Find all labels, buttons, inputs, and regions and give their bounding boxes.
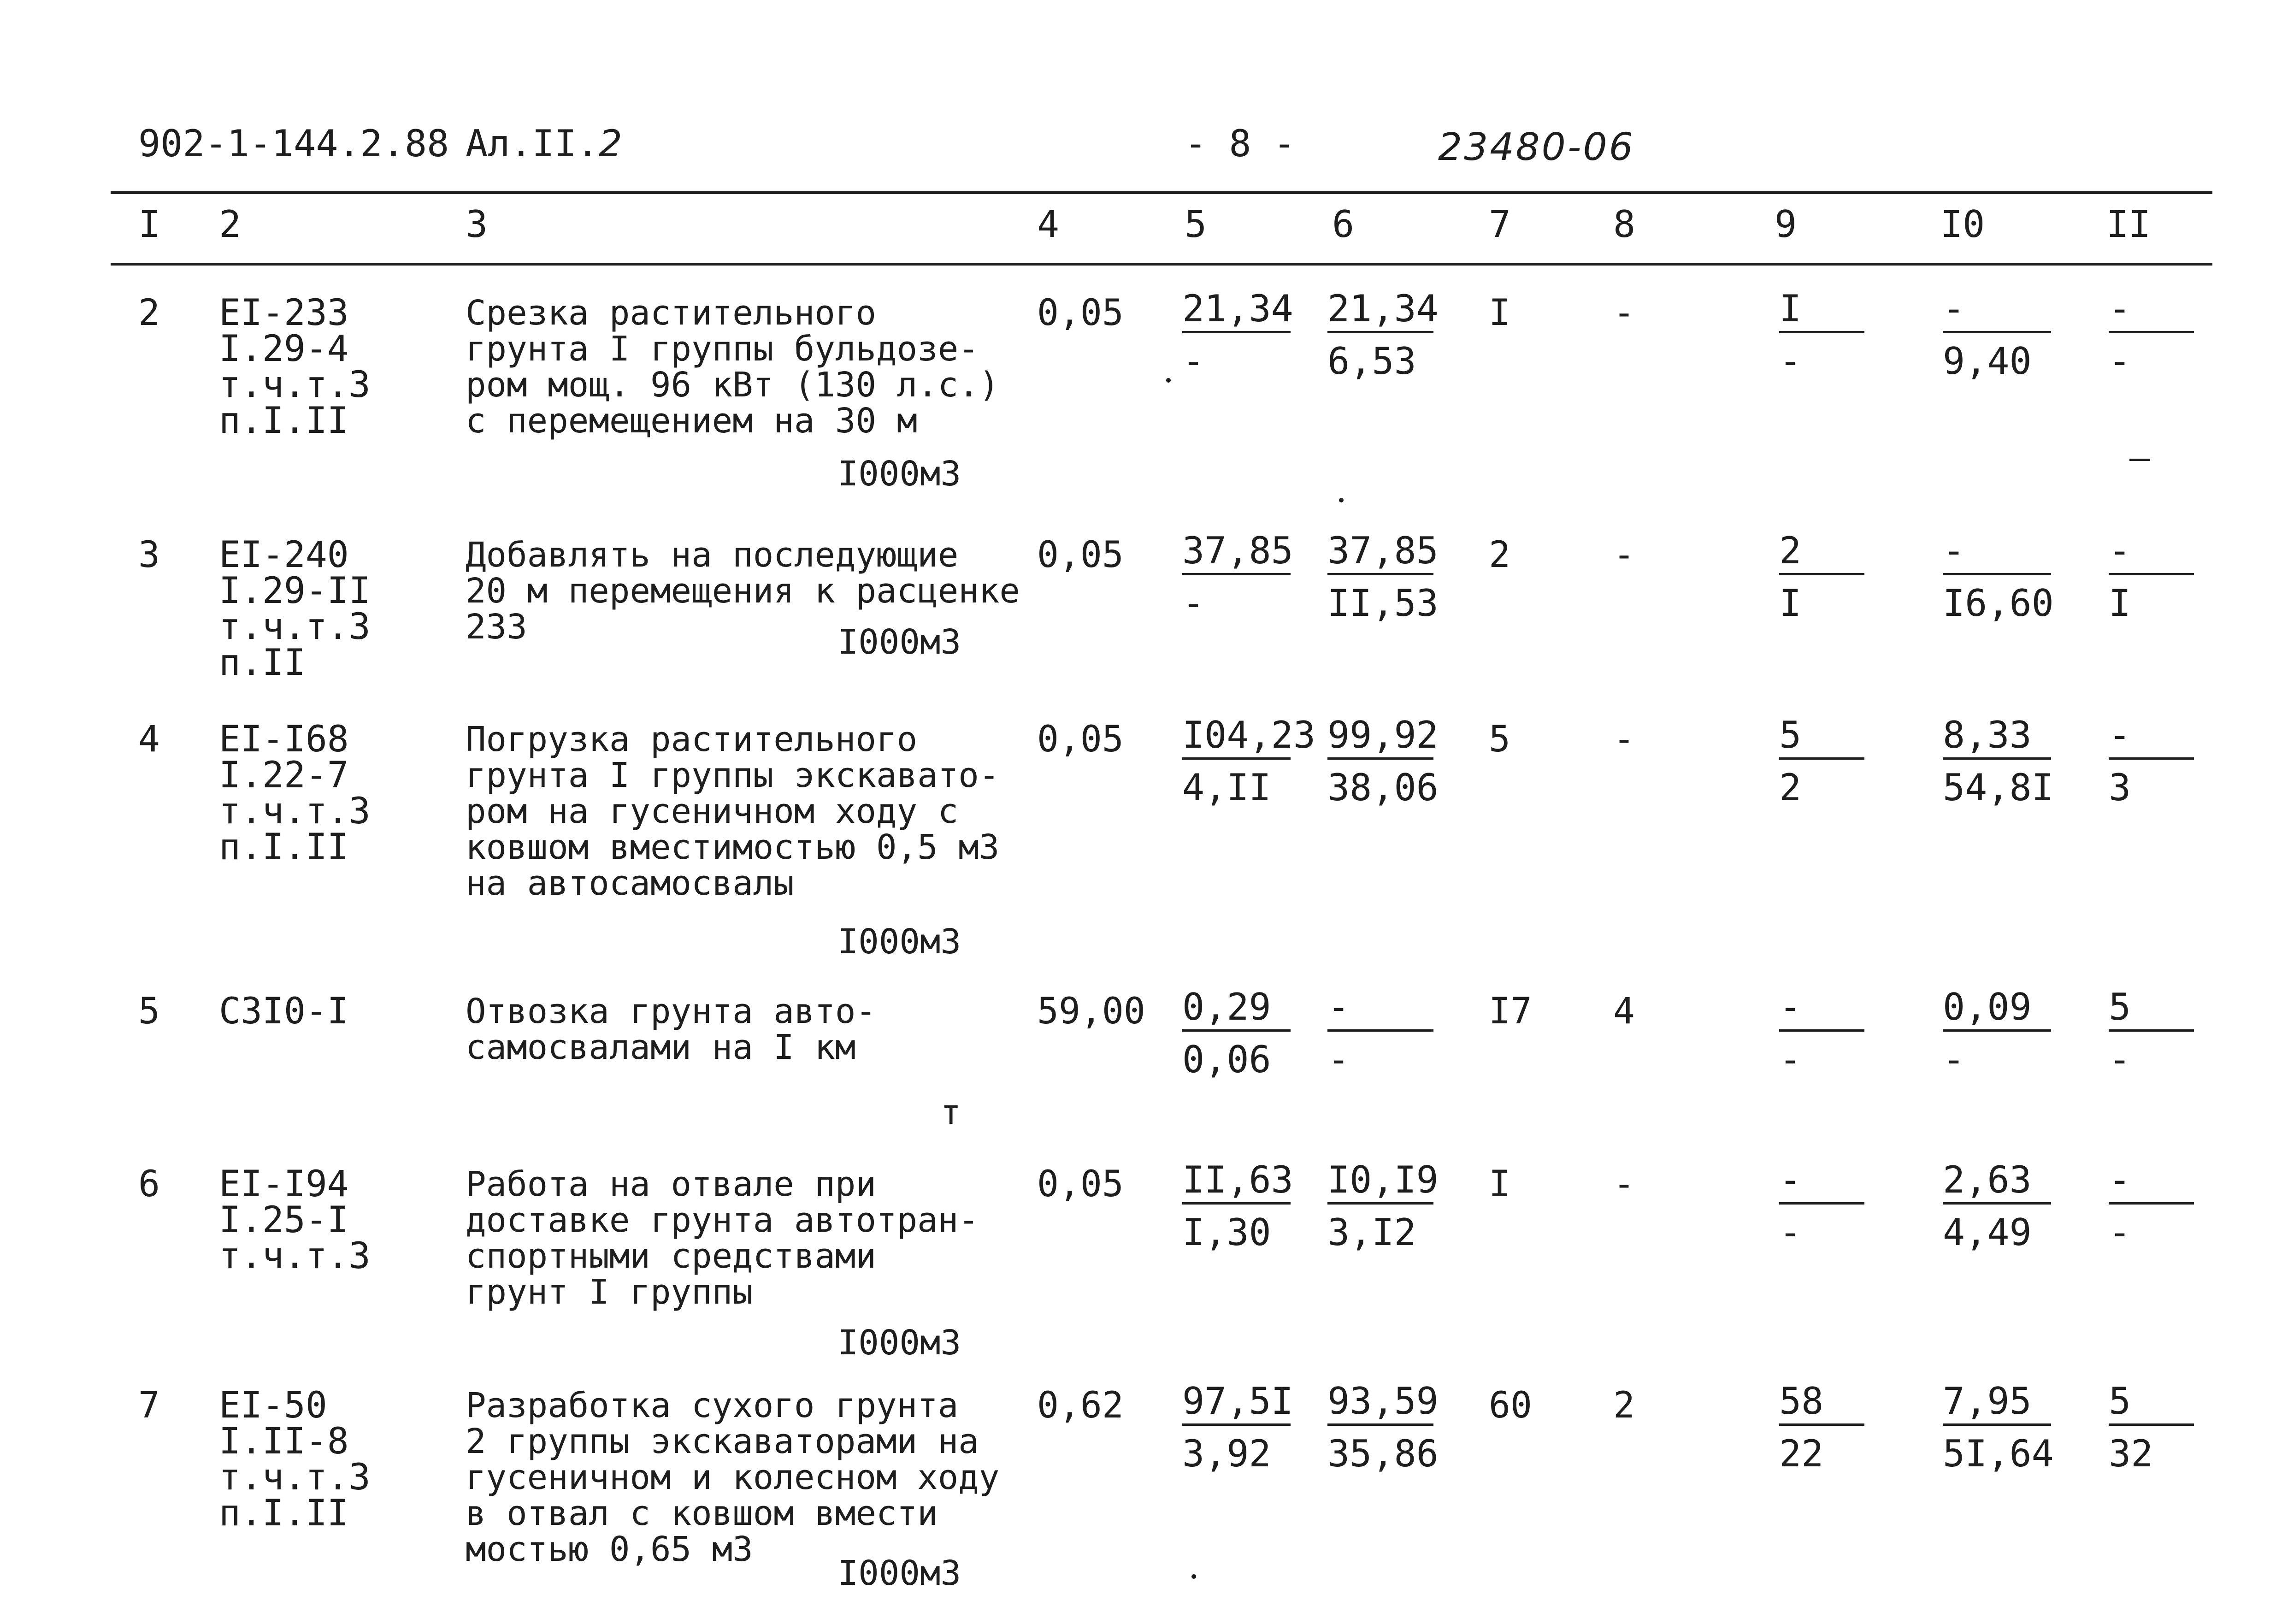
col10-numerator-text: 7,95 — [1943, 1380, 2032, 1423]
col8-value: - — [1613, 719, 1635, 760]
fraction-bar — [1327, 573, 1433, 575]
col9-fraction — [1779, 1380, 1824, 1477]
col9-denominator: 2 — [1779, 766, 1802, 809]
col11-numerator-text: - — [2109, 714, 2131, 756]
work-description-line: в отвал с ковшом вмести — [466, 1494, 938, 1533]
col9-denominator: - — [1779, 340, 1802, 383]
work-description — [466, 993, 876, 1065]
col6-fraction — [1327, 287, 1439, 384]
norm-code — [219, 292, 371, 442]
fraction-bar — [2109, 1423, 2194, 1426]
col6-numerator-text: - — [1327, 986, 1350, 1028]
fraction-bar — [1182, 573, 1291, 575]
fraction-bar — [1943, 1423, 2051, 1426]
col6-denominator: II,53 — [1327, 582, 1439, 625]
table-top-rule — [111, 191, 2212, 194]
fraction-bar — [1779, 757, 1864, 760]
col5-denominator: I,30 — [1182, 1211, 1271, 1254]
col5-fraction — [1182, 1158, 1293, 1256]
col11-numerator — [2109, 529, 2131, 579]
measure-unit: I000м3 — [837, 1553, 961, 1593]
col6-fraction — [1327, 986, 1350, 1083]
col5-fraction — [1182, 529, 1293, 626]
work-description-line: Отвозка грунта авто- — [466, 992, 877, 1031]
fraction-bar — [2109, 757, 2194, 760]
norm-code-line: п.II — [219, 642, 306, 684]
quantity: 0,05 — [1037, 719, 1124, 760]
col9-numerator — [1779, 529, 1802, 579]
work-description-line: Срезка растительного — [466, 293, 877, 333]
col10-denominator: 54,8I — [1943, 766, 2054, 809]
norm-code-line: п.I.II — [219, 827, 349, 868]
table-header-rule — [111, 263, 2212, 266]
work-description-line: Работа на отвале при — [466, 1164, 877, 1204]
col11-denominator: 32 — [2109, 1432, 2153, 1475]
fraction-bar — [1182, 1202, 1291, 1205]
col10-fraction — [1943, 714, 2054, 811]
col5-denominator: 4,II — [1182, 766, 1271, 809]
document-code: 902-1-144.2.88 — [138, 122, 449, 165]
col9-fraction — [1779, 986, 1802, 1083]
col9-fraction — [1779, 287, 1802, 384]
page-number: - 8 - — [1185, 122, 1296, 165]
norm-code-line: т.ч.т.3 — [219, 1235, 371, 1277]
column-header: 8 — [1613, 203, 1636, 246]
col9-numerator — [1779, 714, 1802, 763]
col10-fraction — [1943, 1380, 2054, 1477]
norm-code-line: т.ч.т.3 — [219, 364, 371, 406]
fraction-bar — [1327, 757, 1433, 760]
col9-numerator — [1779, 1380, 1824, 1429]
col10-denominator: 5I,64 — [1943, 1432, 2054, 1475]
col5-numerator — [1182, 529, 1293, 579]
work-description-line: на автосамосвалы — [466, 863, 794, 903]
col5-fraction — [1182, 714, 1315, 811]
work-description-line: доставке грунта автотран- — [466, 1200, 979, 1240]
row-number: 5 — [138, 991, 160, 1032]
row-number: 6 — [138, 1163, 160, 1205]
col7-value: 2 — [1489, 534, 1510, 576]
column-header: 3 — [466, 203, 488, 246]
fraction-bar — [1943, 331, 2051, 333]
col6-fraction — [1327, 714, 1439, 811]
col5-numerator — [1182, 1380, 1293, 1429]
col10-numerator-text: - — [1943, 287, 1965, 330]
col11-numerator-text: - — [2109, 287, 2131, 330]
col11-numerator-text: 5 — [2109, 986, 2131, 1028]
work-description-line: ром на гусеничном ходу с — [466, 791, 959, 831]
col10-numerator-text: 0,09 — [1943, 986, 2032, 1028]
fraction-bar — [2109, 573, 2194, 575]
work-description-line: самосвалами на I км — [466, 1028, 856, 1067]
col9-denominator: - — [1779, 1211, 1802, 1254]
col5-numerator-text: II,63 — [1182, 1158, 1293, 1201]
col5-fraction — [1182, 986, 1271, 1083]
col10-numerator-text: 8,33 — [1943, 714, 2032, 756]
col11-fraction — [2109, 986, 2131, 1083]
measure-unit: I000м3 — [837, 922, 961, 962]
fraction-bar — [1943, 573, 2051, 575]
col11-numerator — [2109, 986, 2131, 1035]
column-header: 7 — [1489, 203, 1511, 246]
print-dash — [2129, 459, 2150, 461]
col10-numerator — [1943, 1380, 2054, 1429]
album-label — [466, 122, 622, 165]
norm-code-line: п.I.II — [219, 1493, 349, 1534]
col10-numerator-text: - — [1943, 529, 1965, 572]
col11-fraction — [2109, 529, 2131, 626]
col10-fraction — [1943, 986, 2032, 1083]
row-number: 3 — [138, 534, 160, 576]
work-description-line: 20 м перемещения к расценке — [466, 571, 1020, 611]
row-number: 2 — [138, 292, 160, 334]
col10-denominator: - — [1943, 1038, 1965, 1081]
print-speck — [1166, 378, 1171, 383]
work-description — [466, 1388, 999, 1567]
col9-fraction — [1779, 529, 1802, 626]
col6-numerator-text: 99,92 — [1327, 714, 1439, 756]
norm-code-line: т.ч.т.3 — [219, 1457, 371, 1498]
col7-value: I7 — [1489, 991, 1532, 1032]
col8-value: - — [1613, 534, 1635, 576]
col10-denominator: I6,60 — [1943, 582, 2054, 625]
norm-code-line: I.29-4 — [219, 328, 349, 370]
fraction-bar — [1327, 1202, 1433, 1205]
col9-numerator — [1779, 287, 1802, 337]
norm-code — [219, 1163, 371, 1277]
col5-numerator-text: 37,85 — [1182, 529, 1293, 572]
measure-unit: I000м3 — [837, 454, 961, 494]
col11-fraction — [2109, 714, 2131, 811]
column-header: 4 — [1037, 203, 1060, 246]
col8-value: - — [1613, 1163, 1635, 1205]
fraction-bar — [1779, 1202, 1864, 1205]
col11-denominator: - — [2109, 1211, 2131, 1254]
col11-numerator — [2109, 1158, 2131, 1208]
column-header: 2 — [219, 203, 242, 246]
col6-numerator — [1327, 287, 1439, 337]
fraction-bar — [1779, 1029, 1864, 1032]
work-description-line: Добавлять на последующие — [466, 535, 959, 575]
col10-fraction — [1943, 1158, 2032, 1256]
measure-unit: I000м3 — [837, 622, 961, 662]
col10-fraction — [1943, 287, 2032, 384]
col11-numerator-text: - — [2109, 529, 2131, 572]
col5-denominator: - — [1182, 340, 1205, 383]
norm-code-line: С3I0-I — [219, 991, 349, 1032]
col5-fraction — [1182, 287, 1293, 384]
fraction-bar — [2109, 1202, 2194, 1205]
col5-numerator — [1182, 986, 1271, 1035]
norm-code-line: т.ч.т.3 — [219, 791, 371, 832]
norm-code-line: EI-I94 — [219, 1163, 349, 1205]
col6-denominator: 6,53 — [1327, 340, 1416, 383]
quantity: 59,00 — [1037, 991, 1145, 1032]
fraction-bar — [2109, 1029, 2194, 1032]
col9-denominator: - — [1779, 1038, 1802, 1081]
col10-numerator — [1943, 986, 2032, 1035]
col9-numerator-text: - — [1779, 1158, 1802, 1201]
col11-fraction — [2109, 1158, 2131, 1256]
print-speck — [1339, 498, 1344, 502]
norm-code-line: т.ч.т.3 — [219, 606, 371, 648]
work-description-line: 233 — [466, 607, 527, 647]
col11-numerator — [2109, 287, 2131, 337]
norm-code-line: EI-233 — [219, 292, 349, 334]
col7-value: I — [1489, 1163, 1510, 1205]
work-description-line: грунта I группы экскавато- — [466, 756, 1000, 795]
fraction-bar — [1327, 1029, 1433, 1032]
col6-numerator — [1327, 714, 1439, 763]
norm-code-line: I.29-II — [219, 570, 371, 612]
col7-value: 60 — [1489, 1385, 1532, 1426]
column-header: II — [2106, 203, 2151, 246]
col5-numerator-text: 21,34 — [1182, 287, 1293, 330]
col10-numerator — [1943, 529, 2054, 579]
quantity: 0,62 — [1037, 1385, 1124, 1426]
print-speck — [1191, 1574, 1196, 1579]
fraction-bar — [1182, 331, 1291, 333]
work-description-line: грунта I группы бульдозе- — [466, 329, 979, 369]
col11-denominator: I — [2109, 582, 2131, 625]
fraction-bar — [1943, 1029, 2051, 1032]
norm-code-line: EI-I68 — [219, 719, 349, 760]
col11-fraction — [2109, 1380, 2153, 1477]
col6-denominator: - — [1327, 1038, 1350, 1081]
work-description-line: ковшом вместимостью 0,5 м3 — [466, 827, 1000, 867]
norm-code-line: EI-50 — [219, 1385, 327, 1426]
fraction-bar — [1943, 1202, 2051, 1205]
col6-fraction — [1327, 529, 1439, 626]
norm-code-line: п.I.II — [219, 400, 349, 442]
album-prefix: Ал.II. — [466, 122, 599, 165]
col6-denominator: 35,86 — [1327, 1432, 1439, 1475]
col6-numerator-text: 93,59 — [1327, 1380, 1439, 1423]
col6-denominator: 3,I2 — [1327, 1211, 1416, 1254]
col11-numerator-text: - — [2109, 1158, 2131, 1201]
quantity: 0,05 — [1037, 534, 1124, 576]
col9-numerator-text: I — [1779, 287, 1802, 330]
col6-numerator — [1327, 1158, 1439, 1208]
col11-numerator — [2109, 714, 2131, 763]
col5-numerator — [1182, 714, 1315, 763]
col9-numerator — [1779, 1158, 1802, 1208]
col6-numerator — [1327, 986, 1350, 1035]
col11-denominator: - — [2109, 1038, 2131, 1081]
norm-code — [219, 991, 349, 1032]
fraction-bar — [1779, 331, 1864, 333]
col11-fraction — [2109, 287, 2131, 384]
work-description — [466, 721, 999, 901]
column-header: 5 — [1185, 203, 1207, 246]
row-number: 4 — [138, 719, 160, 760]
col6-numerator — [1327, 1380, 1439, 1429]
col10-numerator — [1943, 287, 2032, 337]
col6-fraction — [1327, 1158, 1439, 1256]
column-header: I0 — [1940, 203, 1985, 246]
col9-denominator: I — [1779, 582, 1802, 625]
fraction-bar — [1779, 1423, 1864, 1426]
col7-value: I — [1489, 292, 1510, 334]
col9-fraction — [1779, 714, 1802, 811]
col5-numerator-text: I04,23 — [1182, 714, 1315, 756]
quantity: 0,05 — [1037, 1163, 1124, 1205]
col6-numerator — [1327, 529, 1439, 579]
work-description-line: мостью 0,65 м3 — [466, 1530, 753, 1569]
work-description-line: 2 группы экскаваторами на — [466, 1422, 979, 1461]
col8-value: 4 — [1613, 991, 1635, 1032]
album-handwritten: 2 — [598, 122, 622, 165]
col10-denominator: 9,40 — [1943, 340, 2032, 383]
col9-numerator-text: 58 — [1779, 1380, 1824, 1423]
col5-fraction — [1182, 1380, 1293, 1477]
norm-code — [219, 1385, 371, 1534]
work-description — [466, 1166, 979, 1310]
work-description-line: спортными средствами — [466, 1236, 877, 1276]
work-description-line: Погрузка растительного — [466, 720, 918, 759]
col6-denominator: 38,06 — [1327, 766, 1439, 809]
norm-code-line: I.25-I — [219, 1199, 349, 1241]
fraction-bar — [1943, 757, 2051, 760]
col6-numerator-text: 37,85 — [1327, 529, 1439, 572]
work-description — [466, 295, 999, 439]
col9-numerator-text: 2 — [1779, 529, 1802, 572]
col11-denominator: - — [2109, 340, 2131, 383]
col6-fraction — [1327, 1380, 1439, 1477]
fraction-bar — [1182, 1423, 1291, 1426]
fraction-bar — [1327, 1423, 1433, 1426]
col9-numerator — [1779, 986, 1802, 1035]
col8-value: 2 — [1613, 1385, 1635, 1426]
col7-value: 5 — [1489, 719, 1510, 760]
col9-numerator-text: 5 — [1779, 714, 1802, 756]
col11-denominator: 3 — [2109, 766, 2131, 809]
fraction-bar — [1779, 573, 1864, 575]
col5-numerator-text: 0,29 — [1182, 986, 1271, 1028]
col9-numerator-text: - — [1779, 986, 1802, 1028]
work-description-line: ром мощ. 96 кВт (130 л.с.) — [466, 365, 1000, 405]
column-header: 6 — [1332, 203, 1355, 246]
work-description-line: Разработка сухого грунта — [466, 1386, 959, 1425]
work-description-line: грунт I группы — [466, 1272, 753, 1312]
quantity: 0,05 — [1037, 292, 1124, 334]
col9-denominator: 22 — [1779, 1432, 1824, 1475]
fraction-bar — [1182, 757, 1291, 760]
row-number: 7 — [138, 1385, 160, 1426]
work-description-line: с перемещением на 30 м — [466, 401, 918, 441]
col10-numerator — [1943, 1158, 2032, 1208]
col11-numerator — [2109, 1380, 2153, 1429]
column-header: 9 — [1775, 203, 1797, 246]
inventory-number: 23480-06 — [1438, 125, 1635, 169]
col5-denominator: 3,92 — [1182, 1432, 1271, 1475]
col11-numerator-text: 5 — [2109, 1380, 2131, 1423]
col10-denominator: 4,49 — [1943, 1211, 2032, 1254]
col10-fraction — [1943, 529, 2054, 626]
measure-unit: т — [940, 1093, 961, 1132]
measure-unit: I000м3 — [837, 1323, 961, 1363]
col5-numerator-text: 97,5I — [1182, 1380, 1293, 1423]
norm-code-line: I.II-8 — [219, 1421, 349, 1462]
col5-denominator: - — [1182, 582, 1205, 625]
col6-numerator-text: I0,I9 — [1327, 1158, 1439, 1201]
col10-numerator — [1943, 714, 2054, 763]
work-description-line: гусеничном и колесном ходу — [466, 1458, 1000, 1497]
norm-code — [219, 719, 371, 868]
col5-numerator — [1182, 1158, 1293, 1208]
col5-numerator — [1182, 287, 1293, 337]
col10-numerator-text: 2,63 — [1943, 1158, 2032, 1201]
column-header: I — [138, 203, 161, 246]
norm-code-line: I.22-7 — [219, 755, 349, 796]
norm-code — [219, 534, 371, 684]
fraction-bar — [2109, 331, 2194, 333]
norm-code-line: EI-240 — [219, 534, 349, 576]
fraction-bar — [1182, 1029, 1291, 1032]
col5-denominator: 0,06 — [1182, 1038, 1271, 1081]
col9-fraction — [1779, 1158, 1802, 1256]
col8-value: - — [1613, 292, 1635, 334]
fraction-bar — [1327, 331, 1433, 333]
col6-numerator-text: 21,34 — [1327, 287, 1439, 330]
